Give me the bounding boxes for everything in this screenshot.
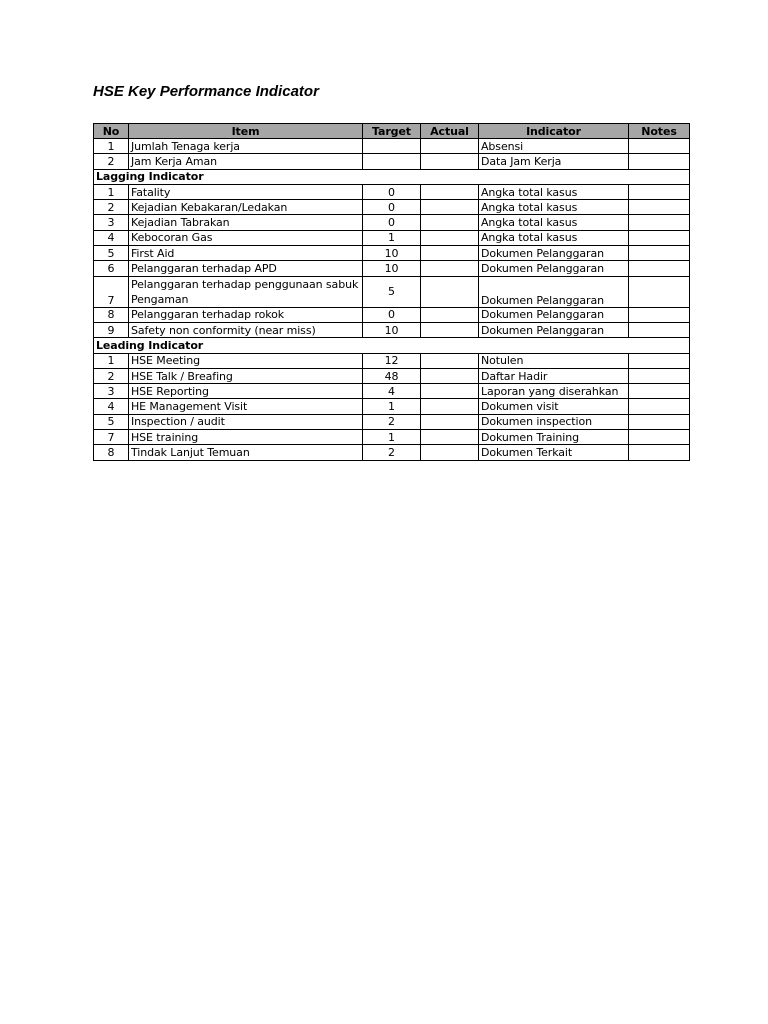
cell-target: 1: [363, 230, 421, 245]
cell-actual: [421, 139, 479, 154]
cell-actual: [421, 154, 479, 169]
cell-notes: [629, 215, 690, 230]
cell-no: 4: [94, 399, 129, 414]
cell-target: 5: [363, 276, 421, 307]
cell-item: Jumlah Tenaga kerja: [129, 139, 363, 154]
cell-target: 0: [363, 215, 421, 230]
table-row: [94, 230, 690, 245]
cell-item: Pelanggaran terhadap rokok: [129, 307, 363, 322]
cell-actual: [421, 230, 479, 245]
cell-notes: [629, 414, 690, 429]
cell-no: 1: [94, 353, 129, 368]
cell-no: 8: [94, 307, 129, 322]
cell-actual: [421, 215, 479, 230]
table-row: [94, 261, 690, 276]
cell-actual: [421, 368, 479, 383]
table-row: [94, 322, 690, 337]
cell-item: HSE Talk / Breafing: [129, 368, 363, 383]
cell-notes: [629, 139, 690, 154]
cell-item: Pelanggaran terhadap penggunaan sabuk Pengaman: [129, 276, 363, 307]
cell-item: HSE Meeting: [129, 353, 363, 368]
table-row: [94, 384, 690, 399]
cell-notes: [629, 184, 690, 199]
cell-no: 9: [94, 322, 129, 337]
cell-actual: [421, 307, 479, 322]
table-row: [94, 399, 690, 414]
cell-actual: [421, 261, 479, 276]
cell-target: 12: [363, 353, 421, 368]
kpi-table-body: [94, 139, 690, 461]
cell-no: 7: [94, 430, 129, 445]
cell-no: 5: [94, 246, 129, 261]
table-row: [94, 154, 690, 169]
cell-indicator: Absensi: [479, 139, 629, 154]
cell-indicator: Dokumen Pelanggaran: [479, 246, 629, 261]
cell-no: 8: [94, 445, 129, 460]
cell-notes: [629, 399, 690, 414]
cell-no: 2: [94, 200, 129, 215]
cell-indicator: Angka total kasus: [479, 184, 629, 199]
header-target: Target: [363, 124, 421, 139]
cell-indicator: Angka total kasus: [479, 230, 629, 245]
cell-target: 0: [363, 307, 421, 322]
table-row: [94, 215, 690, 230]
cell-notes: [629, 368, 690, 383]
cell-actual: [421, 353, 479, 368]
cell-indicator: Dokumen Pelanggaran: [479, 261, 629, 276]
cell-item: Inspection / audit: [129, 414, 363, 429]
table-row: [94, 139, 690, 154]
cell-actual: [421, 384, 479, 399]
cell-no: 4: [94, 230, 129, 245]
cell-actual: [421, 276, 479, 307]
page-title: HSE Key Performance Indicator: [93, 83, 319, 100]
cell-notes: [629, 322, 690, 337]
cell-no: 5: [94, 414, 129, 429]
cell-item: Safety non conformity (near miss): [129, 322, 363, 337]
cell-no: 1: [94, 184, 129, 199]
cell-target: 0: [363, 184, 421, 199]
cell-actual: [421, 184, 479, 199]
cell-item: Kebocoran Gas: [129, 230, 363, 245]
cell-target: 48: [363, 368, 421, 383]
table-row: [94, 430, 690, 445]
header-no: No: [94, 124, 129, 139]
header-actual: Actual: [421, 124, 479, 139]
cell-notes: [629, 384, 690, 399]
cell-indicator: Laporan yang diserahkan: [479, 384, 629, 399]
cell-indicator: Dokumen Pelanggaran: [479, 322, 629, 337]
cell-target: 10: [363, 322, 421, 337]
table-row: [94, 445, 690, 460]
cell-item: Kejadian Tabrakan: [129, 215, 363, 230]
cell-notes: [629, 230, 690, 245]
cell-target: 2: [363, 414, 421, 429]
cell-item: HE Management Visit: [129, 399, 363, 414]
cell-item: Pelanggaran terhadap APD: [129, 261, 363, 276]
cell-actual: [421, 414, 479, 429]
header-item: Item: [129, 124, 363, 139]
cell-no: 3: [94, 384, 129, 399]
section-label: Lagging Indicator: [94, 169, 690, 184]
table-row: [94, 353, 690, 368]
table-row: [94, 184, 690, 199]
header-notes: Notes: [629, 124, 690, 139]
cell-notes: [629, 154, 690, 169]
cell-no: 7: [94, 276, 129, 307]
cell-item: Fatality: [129, 184, 363, 199]
section-label: Leading Indicator: [94, 338, 690, 353]
table-row: [94, 307, 690, 322]
cell-actual: [421, 399, 479, 414]
cell-notes: [629, 276, 690, 307]
cell-indicator: Data Jam Kerja: [479, 154, 629, 169]
cell-no: 1: [94, 139, 129, 154]
cell-indicator: Dokumen visit: [479, 399, 629, 414]
cell-target: [363, 154, 421, 169]
cell-notes: [629, 307, 690, 322]
section-row: [94, 169, 690, 184]
cell-target: 10: [363, 261, 421, 276]
cell-no: 2: [94, 154, 129, 169]
cell-item: Tindak Lanjut Temuan: [129, 445, 363, 460]
cell-target: 1: [363, 430, 421, 445]
section-row: [94, 338, 690, 353]
cell-indicator: Dokumen Terkait: [479, 445, 629, 460]
header-indicator: Indicator: [479, 124, 629, 139]
cell-notes: [629, 430, 690, 445]
cell-target: [363, 139, 421, 154]
table-row: [94, 414, 690, 429]
cell-item: HSE training: [129, 430, 363, 445]
cell-target: 0: [363, 200, 421, 215]
cell-item: HSE Reporting: [129, 384, 363, 399]
cell-no: 3: [94, 215, 129, 230]
cell-notes: [629, 445, 690, 460]
cell-notes: [629, 246, 690, 261]
table-row: [94, 368, 690, 383]
cell-item: Jam Kerja Aman: [129, 154, 363, 169]
cell-indicator: Angka total kasus: [479, 200, 629, 215]
cell-target: 10: [363, 246, 421, 261]
table-row: [94, 246, 690, 261]
table-row: [94, 200, 690, 215]
cell-indicator: Angka total kasus: [479, 215, 629, 230]
cell-item: First Aid: [129, 246, 363, 261]
cell-actual: [421, 430, 479, 445]
cell-target: 1: [363, 399, 421, 414]
cell-notes: [629, 353, 690, 368]
cell-indicator: Dokumen Pelanggaran: [479, 307, 629, 322]
cell-actual: [421, 322, 479, 337]
cell-indicator: Notulen: [479, 353, 629, 368]
cell-actual: [421, 246, 479, 261]
cell-item: Kejadian Kebakaran/Ledakan: [129, 200, 363, 215]
cell-actual: [421, 200, 479, 215]
cell-target: 4: [363, 384, 421, 399]
header-row: [94, 124, 690, 139]
cell-actual: [421, 445, 479, 460]
cell-notes: [629, 200, 690, 215]
cell-indicator: Dokumen Training: [479, 430, 629, 445]
table-row: [94, 276, 690, 307]
kpi-table: [93, 123, 690, 461]
cell-notes: [629, 261, 690, 276]
cell-indicator: Dokumen Pelanggaran: [479, 276, 629, 307]
cell-no: 6: [94, 261, 129, 276]
cell-target: 2: [363, 445, 421, 460]
cell-indicator: Dokumen inspection: [479, 414, 629, 429]
cell-indicator: Daftar Hadir: [479, 368, 629, 383]
cell-no: 2: [94, 368, 129, 383]
